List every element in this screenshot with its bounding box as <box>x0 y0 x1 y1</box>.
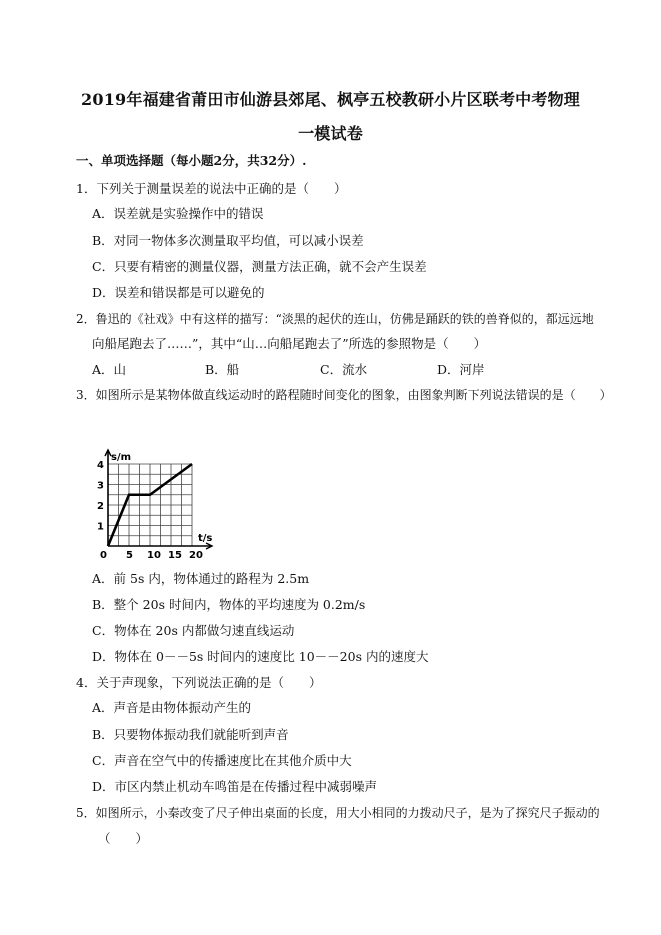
question-3-option-a: A．前 5s 内，物体通过的路程为 2.5m <box>92 571 310 586</box>
question-1-stem: 1．下列关于测量误差的说法中正确的是（ ） <box>76 181 347 196</box>
question-4-option-a: A．声音是由物体振动产生的 <box>92 700 252 715</box>
question-2-option-b: B．船 <box>205 362 240 377</box>
y-tick-label: 3 <box>97 480 104 492</box>
y-tick-label: 2 <box>97 501 104 512</box>
x-tick-label: 15 <box>168 550 182 561</box>
x-axis-label: t/s <box>198 533 213 544</box>
x-tick-label: 20 <box>189 550 203 561</box>
question-2-option-c: C．流水 <box>320 362 368 377</box>
y-tick-label: 1 <box>97 521 104 533</box>
question-4-option-d: D．市区内禁止机动车鸣笛是在传播过程中减弱噪声 <box>92 779 378 794</box>
section-heading: 一、单项选择题（每小题2分，共32分）. <box>76 153 307 168</box>
doc-title-line1: 2019年福建省莆田市仙游县郊尾、枫亭五校教研小片区联考中考物理 <box>81 90 580 109</box>
question-2-stem-cont: 向船尾跑去了……”，其中“山…向船尾跑去了”所选的参照物是（ ） <box>92 336 487 351</box>
y-tick-label: 4 <box>97 460 104 471</box>
question-5-stem-cont: （ ） <box>98 831 149 846</box>
question-3-option-d: D．物体在 0－－5s 时间内的速度比 10－－20s 内的速度大 <box>92 649 429 664</box>
question-1-option-a: A．误差就是实验操作中的错误 <box>92 206 264 221</box>
question-4-option-c: C．声音在空气中的传播速度比在其他介质中大 <box>92 753 352 768</box>
question-2-stem: 2．鲁迅的《社戏》中有这样的描写：“淡黑的起伏的连山，仿佛是踊跃的铁的兽脊似的，都远远地 <box>76 312 594 326</box>
y-axis-label: s/m <box>111 452 132 463</box>
x-tick-label: 5 <box>126 550 133 561</box>
question-1-option-b: B．对同一物体多次测量取平均值，可以减小误差 <box>92 233 364 248</box>
question-3-option-c: C．物体在 20s 内都做匀速直线运动 <box>92 623 295 638</box>
question-2-option-d: D．河岸 <box>437 362 485 377</box>
chart-axes <box>105 450 212 549</box>
question-1-option-c: C．只要有精密的测量仪器，测量方法正确，就不会产生误差 <box>92 259 427 274</box>
chart-grid <box>108 464 192 546</box>
question-5-stem: 5．如图所示，小秦改变了尺子伸出桌面的长度，用大小相同的力拨动尺子，是为了探究尺子振动的 <box>76 806 600 820</box>
question-3-option-b: B．整个 20s 时间内，物体的平均速度为 0.2m/s <box>92 597 366 612</box>
question-3-stem: 3．如图所示是某物体做直线运动时的路程随时间变化的图象，由图象判断下列说法错误的是（ ） <box>76 388 612 402</box>
x-tick-label: 0 <box>100 550 107 561</box>
question-4-option-b: B．只要物体振动我们就能听到声音 <box>92 727 289 742</box>
question-1-option-d: D．误差和错误都是可以避免的 <box>92 285 265 300</box>
doc-title-line2: 一模试卷 <box>298 124 363 143</box>
chart-labels <box>97 452 212 561</box>
s-t-graph <box>92 413 232 563</box>
question-2-option-a: A．山 <box>92 362 127 377</box>
question-4-stem: 4．关于声现象，下列说法正确的是（ ） <box>76 675 322 690</box>
x-tick-label: 10 <box>147 550 161 561</box>
